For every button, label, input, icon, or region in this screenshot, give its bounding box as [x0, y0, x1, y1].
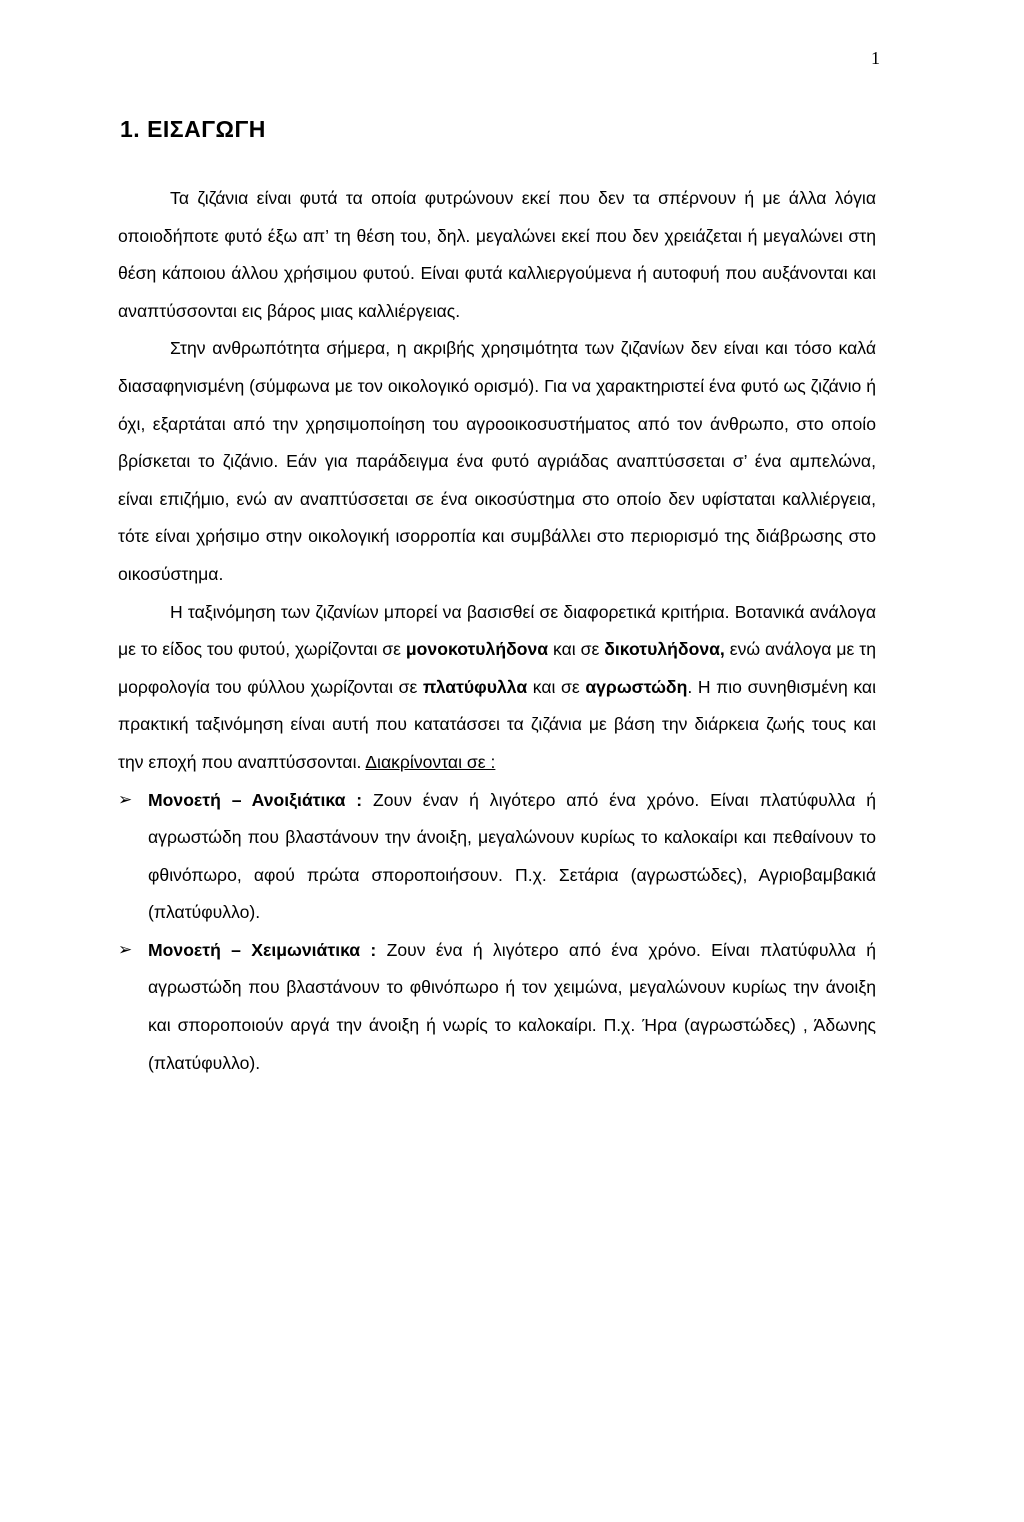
paragraph-classification — [118, 594, 876, 782]
weed-types-list — [118, 782, 876, 1083]
term-broadleaf: πλατύφυλλα — [422, 676, 528, 697]
arrow-bullet-icon: ➢ — [118, 939, 133, 960]
classification-intro: Η ταξινόμηση των ζιζανίων μπορεί να βασισθεί σε διαφορετικά κριτήρια. Βοτανικά ανάλογα με το είδος του φυτού, χωρίζονται σε — [118, 601, 876, 660]
body-text — [118, 180, 876, 1082]
paragraph-definition: Τα ζιζάνια είναι φυτά τα οποία φυτρώνουν εκεί που δεν τα σπέρνουν ή με άλλα λόγια οποιοδήποτε φυτό έξω απ’ τη θέση του, δηλ. μεγαλώνει εκεί που δεν χρειάζεται ή μεγαλώνει στη θέση κάποιου άλλου χρήσιμου φυτού. Είναι φυτά καλλιεργούμενα ή αυτοφυή που αυξάνονται και αναπτύσσονται εις βάρος μιας καλλιέργειας. — [118, 188, 876, 321]
list-item-spring-annuals — [118, 782, 876, 932]
arrow-bullet-icon: ➢ — [118, 789, 133, 810]
classification-text-3: ενώ ανάλογα με τη μορφολογία του φύλλου χωρίζονται σε — [118, 639, 877, 697]
list-item-text: Ζουν ένα ή λιγότερο από ένα χρόνο. Είναι πλατύφυλλα ή αγρωστώδη που βλαστάνουν το φθινόπωρο ή τον χειμώνα, μεγαλώνουν κυρίως την άνοιξη και σποροποιούν αργά την άνοιξη ή νωρίς το καλοκαίρι. Π.χ. Ήρα (αγρωστώδες) , Άδωνης (πλατύφυλλο). — [148, 939, 877, 1073]
list-item-winter-annuals — [118, 932, 876, 1082]
section-heading: 1. ΕΙΣΑΓΩΓΗ — [120, 116, 266, 142]
classification-text-2: και σε — [548, 639, 605, 660]
term-dicots: δικοτυλήδονα, — [604, 639, 725, 660]
paragraph-usefulness: Στην ανθρωπότητα σήμερα, η ακριβής χρησιμότητα των ζιζανίων δεν είναι και τόσο καλά διασαφηνισμένη (σύμφωνα με τον οικολογικό ορισμό). Για να χαρακτηριστεί ένα φυτό ως ζιζάνιο ή όχι, εξαρτάται από την χρησιμοποίηση του αγροοικοσυστήματος από τον άνθρωπο, στο οποίο βρίσκεται το ζιζάνιο. Εάν για παράδειγμα ένα φυτό αγριάδας αναπτύσσεται σ’ ένα αμπελώνα, είναι επιζήμιο, ενώ αν αναπτύσσεται σε ένα οικοσύστημα στο οποίο δεν υφίσταται καλλιέργεια, τότε είναι χρήσιμο στην οικολογική ισορροπία και συμβάλλει στο περιορισμό της διάβρωσης στο οικοσύστημα. — [118, 338, 876, 584]
list-item-title: Μονοετή – Χειμωνιάτικα : — [148, 939, 377, 960]
classification-lead-in: Διακρίνονται σε : — [365, 751, 496, 772]
list-item-text: Ζουν έναν ή λιγότερο από ένα χρόνο. Είναι πλατύφυλλα ή αγρωστώδη που βλαστάνουν την άνοιξη, μεγαλώνουν κυρίως το καλοκαίρι και πεθαίνουν το φθινόπωρο, αφού πρώτα σποροποιήσουν. Π.χ. Σετάρια (αγρωστώδες), Αγριοβαμβακιά (πλατύφυλλο). — [148, 789, 876, 923]
term-grasses: αγρωστώδη — [585, 676, 688, 697]
list-item-title: Μονοετή – Ανοιξιάτικα : — [148, 789, 363, 810]
page-number: 1 — [871, 48, 880, 68]
classification-text-5: . Η πιο συνηθισμένη και πρακτική ταξινόμηση είναι αυτή που κατατάσσει τα ζιζάνια με βάση την διάρκεια ζωής τους και την εποχή που αναπτύσσονται. — [118, 676, 876, 772]
classification-text-4: και σε — [527, 676, 586, 697]
term-monocots: μονοκοτυλήδονα — [405, 639, 549, 660]
